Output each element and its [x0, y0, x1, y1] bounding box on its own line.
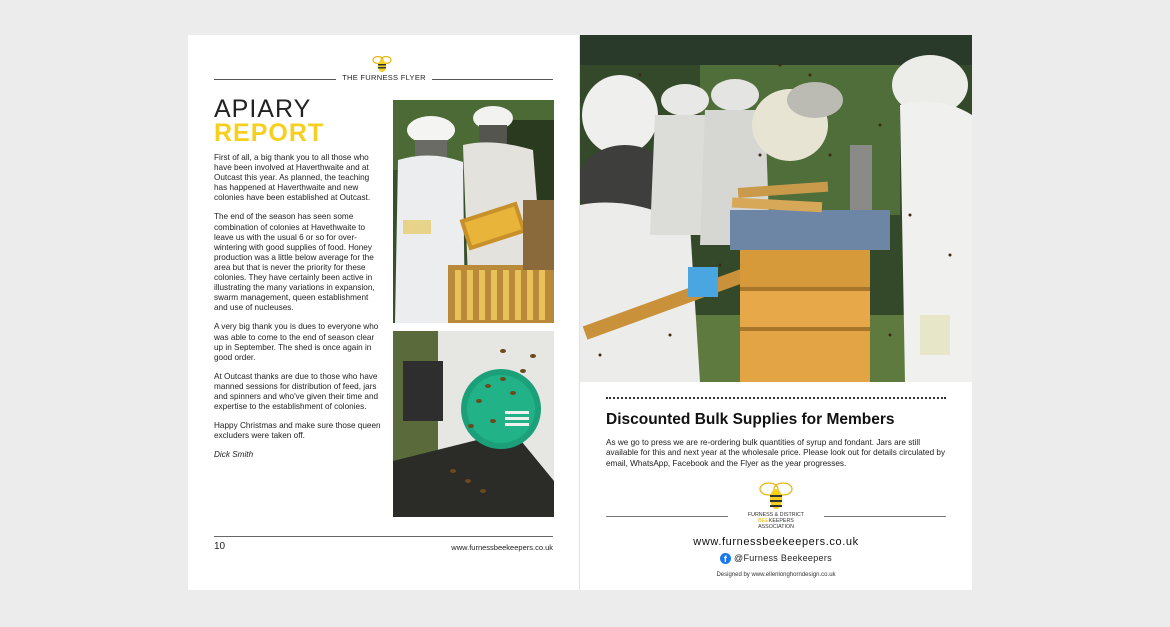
- right-page: [580, 35, 972, 590]
- article-signature: Dick Smith: [214, 450, 254, 460]
- supplies-heading: Discounted Bulk Supplies for Members: [606, 411, 895, 428]
- designer-credit: Designed by www.ellenlonghorndesign.co.uk: [716, 572, 836, 578]
- article-paragraph: At Outcast thanks are due to those who have manned sessions for distribution of feed, jars and spinners and who've given their time and expertise to the establishment of colonies.: [214, 371, 379, 412]
- facebook-icon: f: [720, 553, 731, 564]
- association-logo-text: [730, 512, 822, 530]
- photo-beekeepers-inspecting: [393, 100, 554, 323]
- header-rule-right: [432, 79, 553, 80]
- logo-accent: BEE: [758, 518, 769, 524]
- article-title-line2: REPORT: [214, 119, 325, 147]
- logo-line3: ASSOCIATION: [758, 524, 794, 530]
- article-body: [214, 153, 384, 469]
- article-paragraph: First of all, a big thank you to all those who have been involved at Haverthwaite and at Outcast this year. As planned, the teaching has happened at Haverthwaite and new colonies have been established at Outcast.: [214, 153, 371, 203]
- website-link[interactable]: www.furnessbeekeepers.co.uk: [693, 536, 859, 548]
- footer-website: www.furnessbeekeepers.co.uk: [451, 543, 553, 552]
- header-rule-left: [214, 79, 336, 80]
- left-page: [188, 35, 579, 590]
- facebook-link[interactable]: [580, 553, 972, 564]
- supplies-text: As we go to press we are re-ordering bulk quantities of syrup and fondant. Jars are still available for this and next year at the wholesale price. Please look out for details circulated by email, WhatsApp, Facebook and the Flyer as the year progresses.: [606, 438, 946, 468]
- logo-rest: KEEPERS: [768, 518, 794, 524]
- article-title-line1: APIARY: [214, 95, 312, 123]
- logo-line1: FURNESS & DISTRICT: [747, 512, 805, 518]
- photo-bees-on-board: [393, 331, 554, 517]
- article-paragraph: A very big thank you is dues to everyone who was able to come to the end of season clear up in September. The shed is once again in good order.: [214, 322, 379, 362]
- photo-group-at-hive: [580, 35, 972, 382]
- dotted-divider: [606, 397, 946, 399]
- bee-icon: [371, 53, 393, 75]
- logo-rule-right: [824, 516, 946, 517]
- footer-rule: [214, 536, 553, 537]
- page-number: 10: [214, 541, 226, 552]
- article-paragraph: The end of the season has seen some combination of colonies at Havethwaite to leave us with the usual 6 or so for over-wintering with good supplies of food. Honey production was a little below average for the area but that is never the priority for these colonies. They have certainly been active in illustrating the many variations in expansion, swarm management, queen establishment and use of nucleuses.: [214, 212, 375, 313]
- facebook-handle: @Furness Beekeepers: [734, 553, 832, 563]
- logo-rule-left: [606, 516, 728, 517]
- article-paragraph: Happy Christmas and make sure those queen excluders were taken off.: [214, 421, 381, 441]
- association-bee-logo: [758, 480, 794, 512]
- publication-title: THE FURNESS FLYER: [342, 73, 426, 82]
